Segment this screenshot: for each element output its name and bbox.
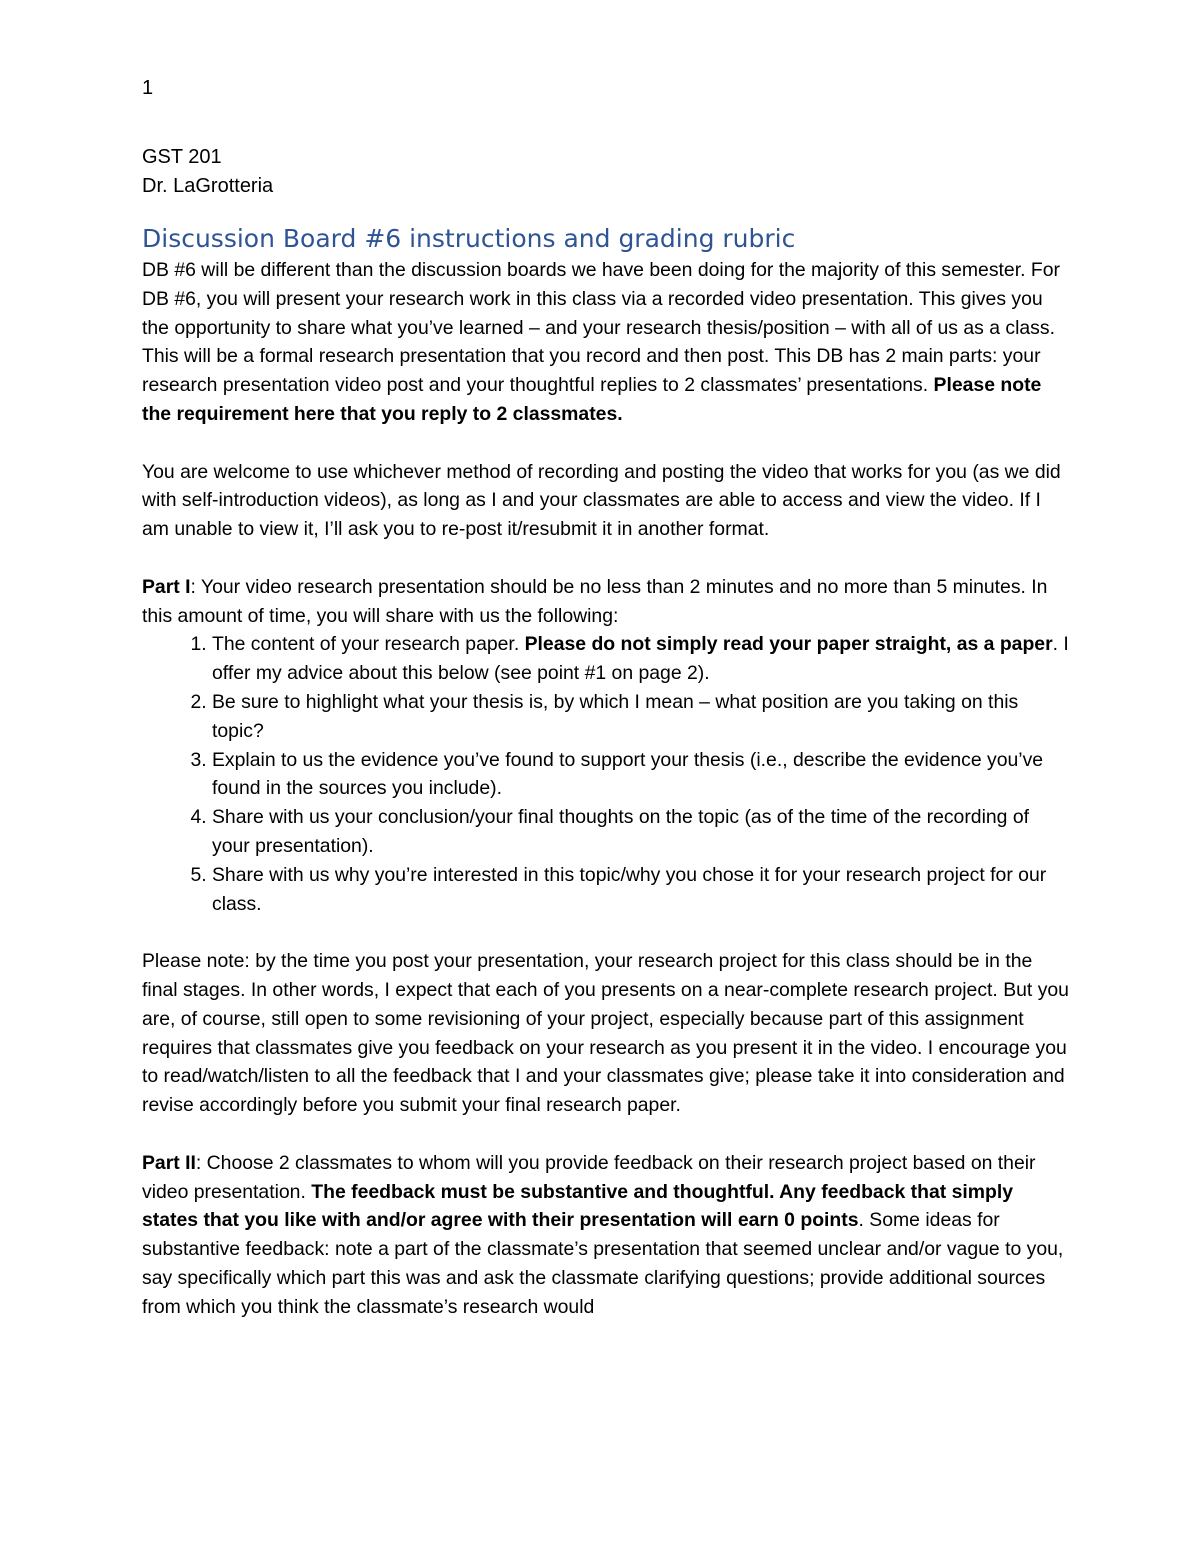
part1-paragraph: Part I: Your video research presentation should be no less than 2 minutes and no more than 5 minutes. In this amount of time, you will share with us the following: (142, 575, 1048, 627)
reply-requirement-note: Please note the requirement here that you reply to 2 classmates. (142, 374, 1042, 425)
feedback-requirement: The feedback must be substantive and thoughtful. Any feedback that simply states that you like with and/or agree with their presentation will earn 0 points (142, 1180, 1014, 1232)
list-item: 5. Share with us why you’re interested in this topic/why you chose it for your research project for our class. (212, 861, 1072, 919)
list-item: 3. Explain to us the evidence you’ve found to support your thesis (i.e., describe the evidence you’ve found in the sources you include). (212, 746, 1072, 804)
part2-label: Part II (142, 1151, 196, 1174)
document-title: Discussion Board #6 instructions and grading rubric (142, 224, 796, 253)
page-number: 1 (142, 77, 154, 99)
document-body (142, 256, 1072, 1321)
list-item: 1. The content of your research paper. Please do not simply read your paper straight, as a paper. I offer my advice about this below (see point #1 on page 2). (212, 630, 1072, 688)
document-header (142, 143, 273, 201)
intro-paragraph: DB #6 will be different than the discussion boards we have been doing for the majority of this semester. For DB #6, you will present your research work in this class via a recorded video presentation. This gives you the opportunity to share what you’ve learned – and your research thesis/position – with all of us as a class. This will be a formal research presentation that you record and then post. This DB has 2 main parts: your research presentation video post and your thoughtful replies to 2 classmates’ presentations. Please note the requirement here that you reply to 2 classmates. (142, 259, 1060, 425)
part2-paragraph: Part II: Choose 2 classmates to whom will you provide feedback on their research project based on their video presentation. The feedback must be substantive and thoughtful. Any feedback that simply states that you like with and/or agree with their presentation will earn 0 points. Some ideas for substantive feedback: note a part of the classmate’s presentation that seemed unclear and/or vague to you, say specifically which part this was and ask the classmate clarifying questions; provide additional sources from which you think the classmate’s research would (142, 1151, 1064, 1318)
part1-label: Part I (142, 575, 191, 598)
course-code: GST 201 (142, 146, 222, 168)
list-item: 4. Share with us your conclusion/your final thoughts on the topic (as of the time of the recording of your presentation). (212, 803, 1072, 861)
part1-list (142, 630, 1072, 918)
note-paragraph: Please note: by the time you post your presentation, your research project for this class should be in the final stages. In other words, I expect that each of you presents on a near-complete research project. But you are, of course, still open to some revisioning of your project, especially because part of this assignment requires that classmates give you feedback on your research as you present it in the video. I encourage you to read/watch/listen to all the feedback that I and your classmates give; please take it into consideration and revise accordingly before you submit your final research paper. (142, 950, 1069, 1117)
list-item: 2. Be sure to highlight what your thesis is, by which I mean – what position are you taking on this topic? (212, 688, 1072, 746)
instructor-name: Dr. LaGrotteria (142, 175, 274, 197)
recording-paragraph: You are welcome to use whichever method of recording and posting the video that works for you (as we did with self-introduction videos), as long as I and your classmates are able to access and view the video. If I am unable to view it, I’ll ask you to re-post it/resubmit it in another format. (142, 460, 1061, 541)
